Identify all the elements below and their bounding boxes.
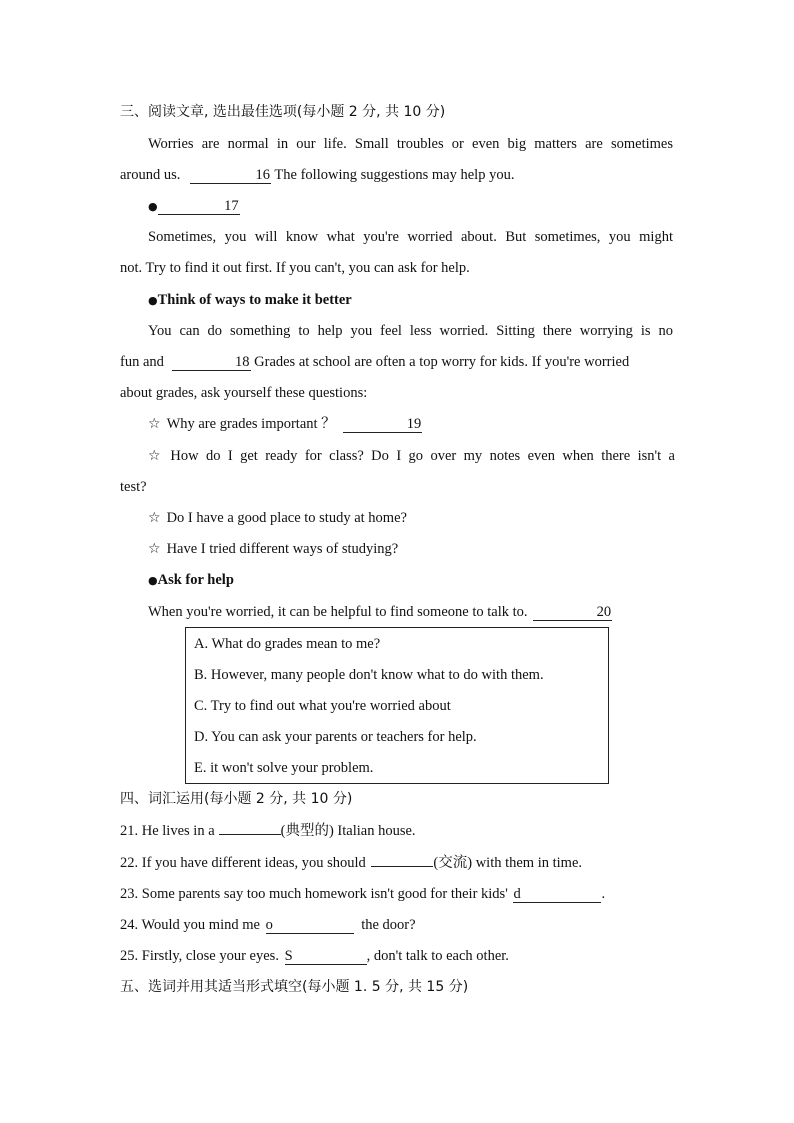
subheading-think-text: Think of ways to make it better bbox=[157, 292, 352, 308]
subheading-think bbox=[148, 290, 352, 311]
question-21 bbox=[120, 821, 416, 841]
star-icon: ☆ bbox=[148, 448, 165, 464]
option-a: A. What do grades mean to me? bbox=[194, 636, 381, 652]
paragraph1-line1: Worries are normal in our life. Small troubles or even big matters are sometimes bbox=[148, 136, 673, 152]
blank-19[interactable] bbox=[343, 416, 422, 433]
question-3-text: Do I have a good place to study at home? bbox=[166, 510, 407, 526]
blank-19-number: 19 bbox=[406, 416, 422, 432]
blank-25-letter: S bbox=[284, 948, 293, 964]
question-22 bbox=[120, 853, 582, 873]
blank-16-number: 16 bbox=[255, 167, 271, 183]
blank-20-number: 20 bbox=[596, 604, 612, 620]
paragraph3-line3: about grades, ask yourself these questions: bbox=[120, 385, 368, 401]
blank-21[interactable] bbox=[219, 834, 281, 835]
paragraph4-line1 bbox=[148, 602, 612, 622]
question-25-text: 25. Firstly, close your eyes. bbox=[120, 948, 279, 964]
question-23-rest: . bbox=[601, 886, 606, 902]
question-line-19 bbox=[148, 414, 422, 434]
blank-23[interactable] bbox=[513, 886, 601, 903]
question-23 bbox=[120, 884, 605, 904]
star-icon: ☆ bbox=[148, 416, 161, 432]
paragraph2-line1: Sometimes, you will know what you're worried about. But sometimes, you might bbox=[148, 229, 673, 245]
question-4-text: Have I tried different ways of studying? bbox=[166, 541, 399, 557]
paragraph3-line2 bbox=[120, 352, 629, 372]
blank-20[interactable] bbox=[533, 604, 612, 621]
blank-18[interactable] bbox=[172, 354, 251, 371]
paragraph1-line2-text: around us. bbox=[120, 167, 181, 183]
blank-17-number: 17 bbox=[224, 198, 239, 214]
section4-heading: 四、词汇运用(每小题 2 分, 共 10 分) bbox=[120, 791, 353, 807]
blank-16[interactable] bbox=[190, 167, 271, 184]
question-25 bbox=[120, 946, 509, 966]
paragraph3-line2-text: fun and bbox=[120, 354, 164, 370]
option-c: C. Try to find out what you're worried about bbox=[194, 698, 451, 714]
question-23-text: 23. Some parents say too much homework isn't good for their kids' bbox=[120, 886, 508, 902]
star-icon: ☆ bbox=[148, 510, 161, 526]
question-21-rest: (典型的) Italian house. bbox=[280, 823, 416, 839]
question-21-text: 21. He lives in a bbox=[120, 823, 215, 839]
paragraph1-line2-rest: The following suggestions may help you. bbox=[274, 167, 515, 183]
question-24-text: 24. Would you mind me bbox=[120, 917, 260, 933]
question-24-rest: the door? bbox=[361, 917, 416, 933]
subheading-ask-text: Ask for help bbox=[157, 572, 234, 588]
option-d: D. You can ask your parents or teachers for help. bbox=[194, 729, 477, 745]
question-2-text: How do I get ready for class? Do I go over my notes even when there isn't a bbox=[170, 448, 675, 464]
question-line-4 bbox=[148, 539, 398, 559]
options-box bbox=[185, 627, 609, 784]
star-icon: ☆ bbox=[148, 541, 161, 557]
section5-heading: 五、选词并用其适当形式填空(每小题 1. 5 分, 共 15 分) bbox=[120, 979, 469, 995]
option-e: E. it won't solve your problem. bbox=[194, 760, 374, 776]
question-24 bbox=[120, 915, 416, 935]
blank-18-number: 18 bbox=[235, 354, 250, 370]
question-25-rest: , don't talk to each other. bbox=[366, 948, 509, 964]
blank-24-letter: o bbox=[265, 917, 273, 933]
question-line-3 bbox=[148, 508, 407, 528]
section3-heading: 三、阅读文章, 选出最佳选项(每小题 2 分, 共 10 分) bbox=[120, 104, 446, 120]
paragraph3-line1: You can do something to help you feel less worried. Sitting there worrying is no bbox=[148, 323, 673, 339]
bullet-icon: ● bbox=[148, 200, 158, 213]
bullet-line-17 bbox=[148, 196, 240, 217]
blank-24[interactable] bbox=[266, 917, 354, 934]
blank-23-letter: d bbox=[513, 886, 521, 902]
question-22-rest: (交流) with them in time. bbox=[433, 855, 583, 871]
subheading-ask bbox=[148, 570, 234, 591]
blank-25[interactable] bbox=[285, 948, 367, 965]
bullet-icon: ● bbox=[148, 574, 158, 587]
blank-22[interactable] bbox=[371, 866, 433, 867]
paragraph1-line2 bbox=[120, 165, 514, 185]
paragraph3-line2-rest: Grades at school are often a top worry for kids. If you're worried bbox=[254, 354, 630, 370]
paragraph4-text: When you're worried, it can be helpful to find someone to talk to. bbox=[148, 604, 528, 620]
question-22-text: 22. If you have different ideas, you should bbox=[120, 855, 366, 871]
question-line-2 bbox=[148, 446, 675, 466]
bullet-icon: ● bbox=[148, 294, 158, 307]
blank-17[interactable] bbox=[158, 198, 240, 215]
option-b: B. However, many people don't know what to do with them. bbox=[194, 667, 544, 683]
paragraph2-line2: not. Try to find it out first. If you can't, you can ask for help. bbox=[120, 260, 470, 276]
question-19-text: Why are grades important ？ bbox=[166, 416, 336, 432]
question-line-2-cont: test? bbox=[120, 479, 147, 495]
